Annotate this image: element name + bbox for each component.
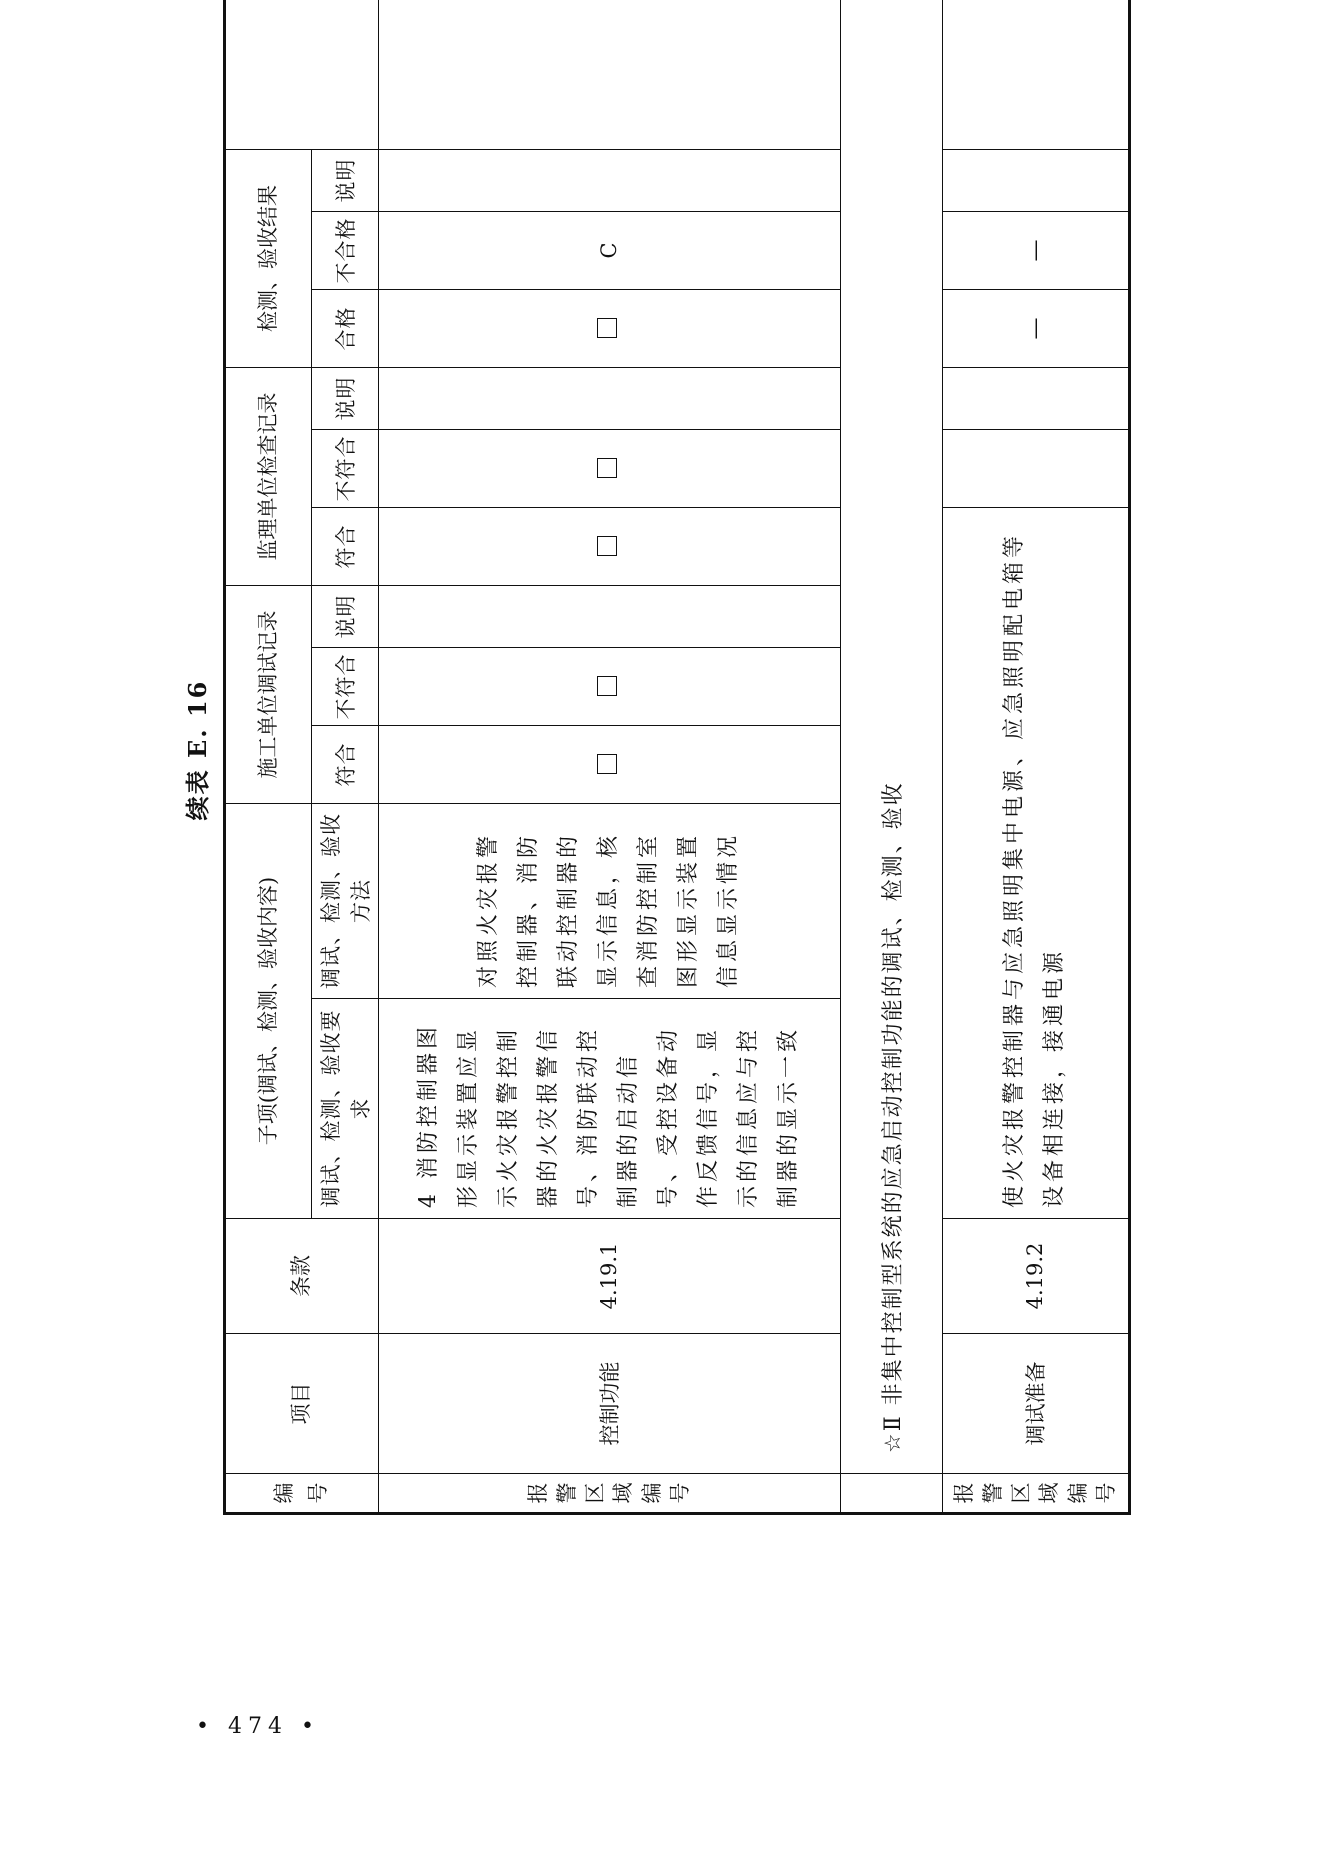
header-supervision-nonconform: 不符合 xyxy=(312,429,378,507)
header-method: 调试、检测、验收方法 xyxy=(312,803,378,998)
table-row xyxy=(378,0,841,1514)
acceptance-table xyxy=(223,0,1131,1515)
header-supervision-note: 说明 xyxy=(312,367,378,429)
table-caption: 续表 E. 16 xyxy=(183,679,212,821)
row2-requirement: 使火灾报警控制器与应急照明集中电源、应急照明配电箱等设备相连接，接通电源 xyxy=(942,507,1129,1218)
row1-number: 报警区域编号 xyxy=(378,1474,841,1514)
row1-requirement: 4 消防控制器图形显示装置应显示火灾报警控制器的火灾报警信号、消防联动控制器的启动信号、受控设备动作反馈信号，显示的信息应与控制器的显示一致 xyxy=(378,999,841,1219)
checkbox-icon[interactable] xyxy=(597,754,617,774)
row1-result-note xyxy=(378,149,841,211)
row1-supervision-nonconform[interactable] xyxy=(378,429,841,507)
section-row xyxy=(841,0,942,1514)
row2-blank-a xyxy=(942,429,1129,507)
row1-project: 控制功能 xyxy=(378,1334,841,1474)
row1-construction-conform[interactable] xyxy=(378,725,841,803)
header-construction-conform: 符合 xyxy=(312,725,378,803)
header-construction-note: 说明 xyxy=(312,585,378,647)
header-construction-nonconform: 不符合 xyxy=(312,647,378,725)
checkbox-icon[interactable] xyxy=(597,458,617,478)
header-result: 检测、验收结果 xyxy=(225,149,312,367)
header-construction: 施工单位调试记录 xyxy=(225,585,312,803)
checkbox-icon[interactable] xyxy=(597,536,617,556)
row1-supervision-note xyxy=(378,367,841,429)
row2-result-note xyxy=(942,149,1129,211)
header-supervision-conform: 符合 xyxy=(312,507,378,585)
header-requirement: 调试、检测、验收要求 xyxy=(312,999,378,1219)
row2-project: 调试准备 xyxy=(942,1334,1129,1474)
row1-spacer xyxy=(378,0,841,149)
section-title: ☆Ⅱ 非集中控制型系统的应急启动控制功能的调试、检测、验收 xyxy=(841,0,942,1474)
checkbox-icon[interactable] xyxy=(597,676,617,696)
section-number xyxy=(841,1474,942,1514)
row2-unqualified-dash: — xyxy=(942,211,1129,289)
row2-number: 报警区域编号 xyxy=(942,1474,1129,1514)
row1-construction-note xyxy=(378,585,841,647)
row1-method: 对照火灾报警控制器、消防联动控制器的显示信息，核查消防控制室图形显示装置信息显示情况 xyxy=(378,803,841,998)
header-spacer xyxy=(225,0,379,149)
row1-result-unqualified: C xyxy=(378,211,841,289)
header-project: 项目 xyxy=(225,1334,379,1474)
header-result-note: 说明 xyxy=(312,149,378,211)
header-clause: 条款 xyxy=(225,1219,379,1334)
table-row xyxy=(942,0,1129,1514)
header-result-unqualified: 不合格 xyxy=(312,211,378,289)
header-number: 编号 xyxy=(225,1474,379,1514)
header-subitem: 子项(调试、检测、验收内容) xyxy=(225,803,312,1218)
checkbox-icon[interactable] xyxy=(597,318,617,338)
row1-supervision-conform[interactable] xyxy=(378,507,841,585)
page-number: • 474 • xyxy=(196,1714,320,1739)
header-supervision: 监理单位检查记录 xyxy=(225,367,312,585)
row2-qualified-dash: — xyxy=(942,289,1129,367)
row2-spacer xyxy=(942,0,1129,149)
row1-construction-nonconform[interactable] xyxy=(378,647,841,725)
row1-clause: 4.19.1 xyxy=(378,1219,841,1334)
row2-clause: 4.19.2 xyxy=(942,1219,1129,1334)
row2-blank-b xyxy=(942,367,1129,429)
row1-result-qualified[interactable] xyxy=(378,289,841,367)
header-result-qualified: 合格 xyxy=(312,289,378,367)
